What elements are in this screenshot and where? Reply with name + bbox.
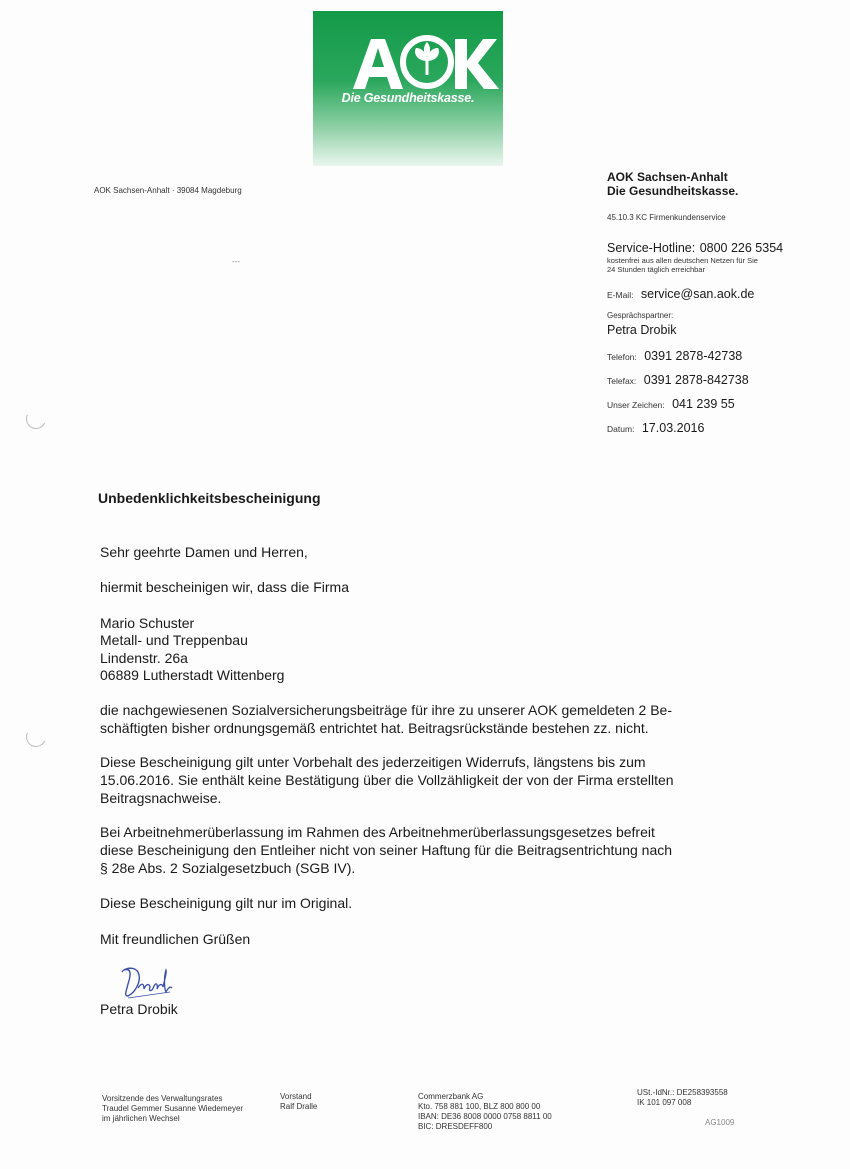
aok-logo-mark bbox=[313, 31, 503, 91]
date-row bbox=[607, 419, 704, 437]
fax-number: 0391 2878-842738 bbox=[643, 373, 749, 387]
fax-row bbox=[607, 371, 749, 389]
hotline-label: Service-Hotline: bbox=[607, 241, 696, 255]
hotline-note-2: 24 Stunden täglich erreichbar bbox=[607, 265, 705, 274]
company-city: 06889 Lutherstadt Wittenberg bbox=[100, 667, 285, 683]
footer-ik-number: IK 101 097 008 bbox=[637, 1098, 692, 1107]
service-hotline bbox=[607, 239, 783, 257]
reference-label: Unser Zeichen: bbox=[607, 400, 665, 410]
signer-name: Petra Drobik bbox=[100, 1001, 178, 1017]
sender-address-line: AOK Sachsen-Anhalt · 39084 Magdeburg bbox=[94, 186, 242, 195]
hotline-number: 0800 226 5354 bbox=[699, 241, 784, 255]
hotline-note-1: kostenfrei aus allen deutschen Netzen für Sie bbox=[607, 256, 758, 265]
paragraph-3-line-3: § 28e Abs. 2 Sozialgesetzbuch (SGB IV). bbox=[100, 860, 356, 876]
phone-row bbox=[607, 347, 742, 365]
partner-label: Gesprächspartner: bbox=[607, 311, 674, 320]
footer-board-names: Traudel Gemmer Susanne Wiedemeyer bbox=[102, 1104, 244, 1113]
paragraph-1-line-1: die nachgewiesenen Sozialversicherungsbeiträge für ihre zu unserer AOK gemeldeten 2 Be- bbox=[100, 702, 673, 718]
footer-bank-account: Kto. 758 881 100, BLZ 800 800 00 bbox=[418, 1102, 541, 1111]
company-line2: Metall- und Treppenbau bbox=[100, 632, 248, 648]
paragraph-4: Diese Bescheinigung gilt nur im Original. bbox=[100, 895, 353, 911]
footer-executive bbox=[280, 1092, 317, 1112]
department: 45.10.3 KC Firmenkundenservice bbox=[607, 213, 726, 222]
date-label: Datum: bbox=[607, 424, 635, 434]
reference-row bbox=[607, 395, 735, 413]
phone-number: 0391 2878-42738 bbox=[644, 349, 743, 363]
salutation: Sehr geehrte Damen und Herren, bbox=[100, 544, 308, 560]
phone-label: Telefon: bbox=[607, 352, 637, 362]
footer-board bbox=[102, 1094, 243, 1124]
footer-vat-id: USt.-IdNr.: DE258393558 bbox=[637, 1088, 728, 1097]
reference-value: 041 239 55 bbox=[672, 397, 735, 411]
company-street: Lindenstr. 26a bbox=[100, 650, 188, 666]
punch-hole-top bbox=[23, 406, 49, 432]
fold-mark: --- bbox=[232, 257, 240, 266]
footer-tax bbox=[637, 1088, 728, 1108]
handwritten-signature bbox=[118, 962, 178, 1002]
paragraph-2-line-3: Beitragsnachweise. bbox=[100, 790, 222, 806]
paragraph-2-line-1: Diese Bescheinigung gilt unter Vorbehalt des jederzeitigen Widerrufs, längstens bis zum bbox=[100, 754, 646, 770]
org-name: AOK Sachsen-Anhalt bbox=[607, 170, 728, 184]
footer-executive-name: Ralf Dralle bbox=[280, 1102, 318, 1111]
email-row bbox=[607, 285, 754, 303]
footer-bank-iban: IBAN: DE36 8008 0000 0758 8811 00 bbox=[418, 1112, 552, 1121]
intro-text: hiermit bescheinigen wir, dass die Firma bbox=[100, 579, 349, 595]
footer-board-note: im jährlichen Wechsel bbox=[102, 1114, 180, 1123]
date-value: 17.03.2016 bbox=[641, 421, 705, 435]
footer-board-title: Vorsitzende des Verwaltungsrates bbox=[102, 1094, 223, 1103]
email-label: E-Mail: bbox=[607, 290, 634, 300]
paragraph-3-line-1: Bei Arbeitnehmerüberlassung im Rahmen des Arbeitnehmerüberlassungsgesetzes befreit bbox=[100, 824, 655, 840]
form-code: AG1009 bbox=[705, 1118, 735, 1127]
punch-hole-bottom bbox=[23, 724, 49, 750]
paragraph-1-line-2: schäftigten bisher ordnungsgemäß entrichtet hat. Beitragsrückstände bestehen zz. nicht. bbox=[100, 720, 649, 736]
aok-logo bbox=[313, 11, 503, 166]
partner-name: Petra Drobik bbox=[607, 323, 677, 337]
email-address: service@san.aok.de bbox=[640, 287, 755, 301]
fax-label: Telefax: bbox=[607, 376, 637, 386]
closing: Mit freundlichen Grüßen bbox=[100, 931, 251, 947]
footer-bank-name: Commerzbank AG bbox=[418, 1092, 484, 1101]
footer-executive-title: Vorstand bbox=[280, 1092, 312, 1101]
paragraph-3-line-2: diese Bescheinigung den Entleiher nicht von seiner Haftung für die Beitragsentrichtung nach bbox=[100, 842, 673, 858]
company-name: Mario Schuster bbox=[100, 615, 195, 631]
subject-line: Unbedenklichkeitsbescheinigung bbox=[98, 490, 321, 506]
logo-tagline: Die Gesundheitskasse. bbox=[341, 91, 475, 105]
paragraph-2-line-2: 15.06.2016. Sie enthält keine Bestätigung über die Vollzähligkeit der von der Firma erstellten bbox=[100, 772, 674, 788]
org-tagline: Die Gesundheitskasse. bbox=[607, 184, 739, 198]
footer-bank-bic: BIC: DRESDEFF800 bbox=[418, 1122, 493, 1131]
footer-bank bbox=[418, 1092, 552, 1132]
